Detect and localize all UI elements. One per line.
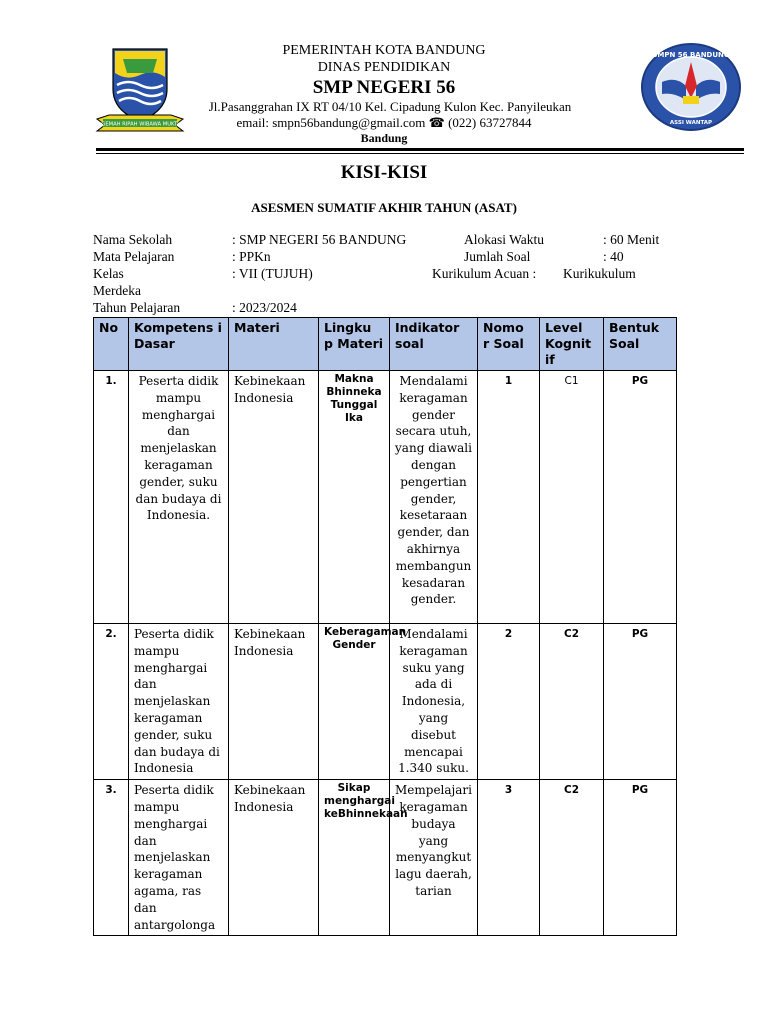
cell-bentuk-soal: PG [604, 780, 677, 936]
cell-materi: Kebinekaan Indonesia [229, 780, 319, 936]
school-address: Jl.Pasanggrahan IX RT 04/10 Kel. Cipadung Kulon Kec. Panyileukan [208, 99, 572, 114]
department-name: DINAS PENDIDIKAN [317, 60, 451, 75]
cell-kompetensi-dasar: Peserta didik mampu menghargai dan menjelaskan keragaman gender, suku dan budaya di Indonesia. [129, 371, 229, 624]
kurikulum-value: Kurikukulum [563, 266, 636, 281]
cell-nomor-soal: 3 [478, 780, 540, 936]
mata-pelajaran-label: Mata Pelajaran [93, 249, 175, 264]
kelas-label: Kelas [93, 266, 124, 281]
document-title: KISI-KISI [340, 162, 428, 183]
table-row [94, 624, 677, 780]
cell-indikator-soal: Mempelajari keragaman budaya yang menyangkut lagu daerah, tarian [390, 780, 478, 936]
cell-no: 1. [94, 371, 129, 624]
cell-no: 3. [94, 780, 129, 936]
alokasi-label: Alokasi Waktu [464, 232, 545, 247]
government-name: PEMERINTAH KOTA BANDUNG [282, 43, 486, 58]
header-rule-thick [96, 148, 744, 151]
cell-indikator-soal: Mendalami keragaman gender secara utuh, yang diawali dengan pengertian gender, kesetaraan gender, dan akhirnya membangun kesadaran gender. [390, 371, 478, 624]
jumlah-value: : 40 [603, 249, 624, 264]
tahun-label: Tahun Pelajaran [93, 300, 181, 315]
document-subtitle: ASESMEN SUMATIF AKHIR TAHUN (ASAT) [251, 200, 517, 215]
cell-level-kognitif: C2 [540, 780, 604, 936]
header-rule-thin [96, 153, 744, 154]
cell-materi: Kebinekaan Indonesia [229, 371, 319, 624]
school-city: Bandung [360, 131, 408, 145]
school-name: SMP NEGERI 56 [312, 77, 456, 98]
header-lingkup-materi: Lingku p Materi [319, 318, 390, 371]
cell-lingkup-materi: Makna Bhinneka Tunggal Ika [319, 371, 390, 624]
alokasi-value: : 60 Menit [603, 232, 660, 247]
badge-bottom-text: ASSI WANTAP [669, 120, 713, 126]
cell-kompetensi-dasar: Peserta didik mampu menghargai dan menjelaskan keragaman agama, ras dan antargolonga [129, 780, 229, 936]
cell-nomor-soal: 2 [478, 624, 540, 780]
kurikulum-value-wrap: Merdeka [93, 283, 141, 298]
school-contact: email: smpn56bandung@gmail.com ☎ (022) 63727844 [236, 115, 532, 130]
header-level-kognitif: Level Kognit if [540, 318, 604, 371]
header-no: No [94, 318, 129, 371]
jumlah-label: Jumlah Soal [464, 249, 531, 264]
cell-bentuk-soal: PG [604, 624, 677, 780]
cell-materi: Kebinekaan Indonesia [229, 624, 319, 780]
kurikulum-label: Kurikulum Acuan : [432, 266, 537, 281]
header-kompetensi-dasar: Kompetens i Dasar [129, 318, 229, 371]
header-bentuk-soal: Bentuk Soal [604, 318, 677, 371]
table-row [94, 780, 677, 936]
nama-sekolah-label: Nama Sekolah [93, 232, 173, 247]
cell-level-kognitif: C2 [540, 624, 604, 780]
mata-pelajaran-value: : PPKn [232, 249, 271, 264]
emblem-motto: GEMAH RIPAH WIBAWA MUKTI [101, 121, 179, 128]
cell-indikator-soal: Mendalami keragaman suku yang ada di Indonesia, yang disebut mencapai 1.340 suku. [390, 624, 478, 780]
cell-lingkup-materi: Keberagaman Gender [319, 624, 390, 780]
cell-nomor-soal: 1 [478, 371, 540, 624]
cell-lingkup-materi: Sikap menghargai keBhinnekaan [319, 780, 390, 936]
table-row [94, 371, 677, 624]
header-nomor-soal: Nomo r Soal [478, 318, 540, 371]
badge-top-text: SMPN 56 BANDUNG [652, 51, 730, 59]
cell-kompetensi-dasar: Peserta didik mampu menghargai dan menjelaskan keragaman gender, suku dan budaya di Indonesia [129, 624, 229, 780]
header-indikator-soal: Indikator soal [390, 318, 478, 371]
cell-level-kognitif: C1 [540, 371, 604, 624]
kelas-value: : VII (TUJUH) [232, 266, 313, 281]
nama-sekolah-value: : SMP NEGERI 56 BANDUNG [232, 232, 407, 247]
kisi-kisi-table [93, 317, 677, 936]
cell-no: 2. [94, 624, 129, 780]
tahun-value: : 2023/2024 [232, 300, 297, 315]
table-header-row [94, 318, 677, 371]
header-materi: Materi [229, 318, 319, 371]
cell-bentuk-soal: PG [604, 371, 677, 624]
